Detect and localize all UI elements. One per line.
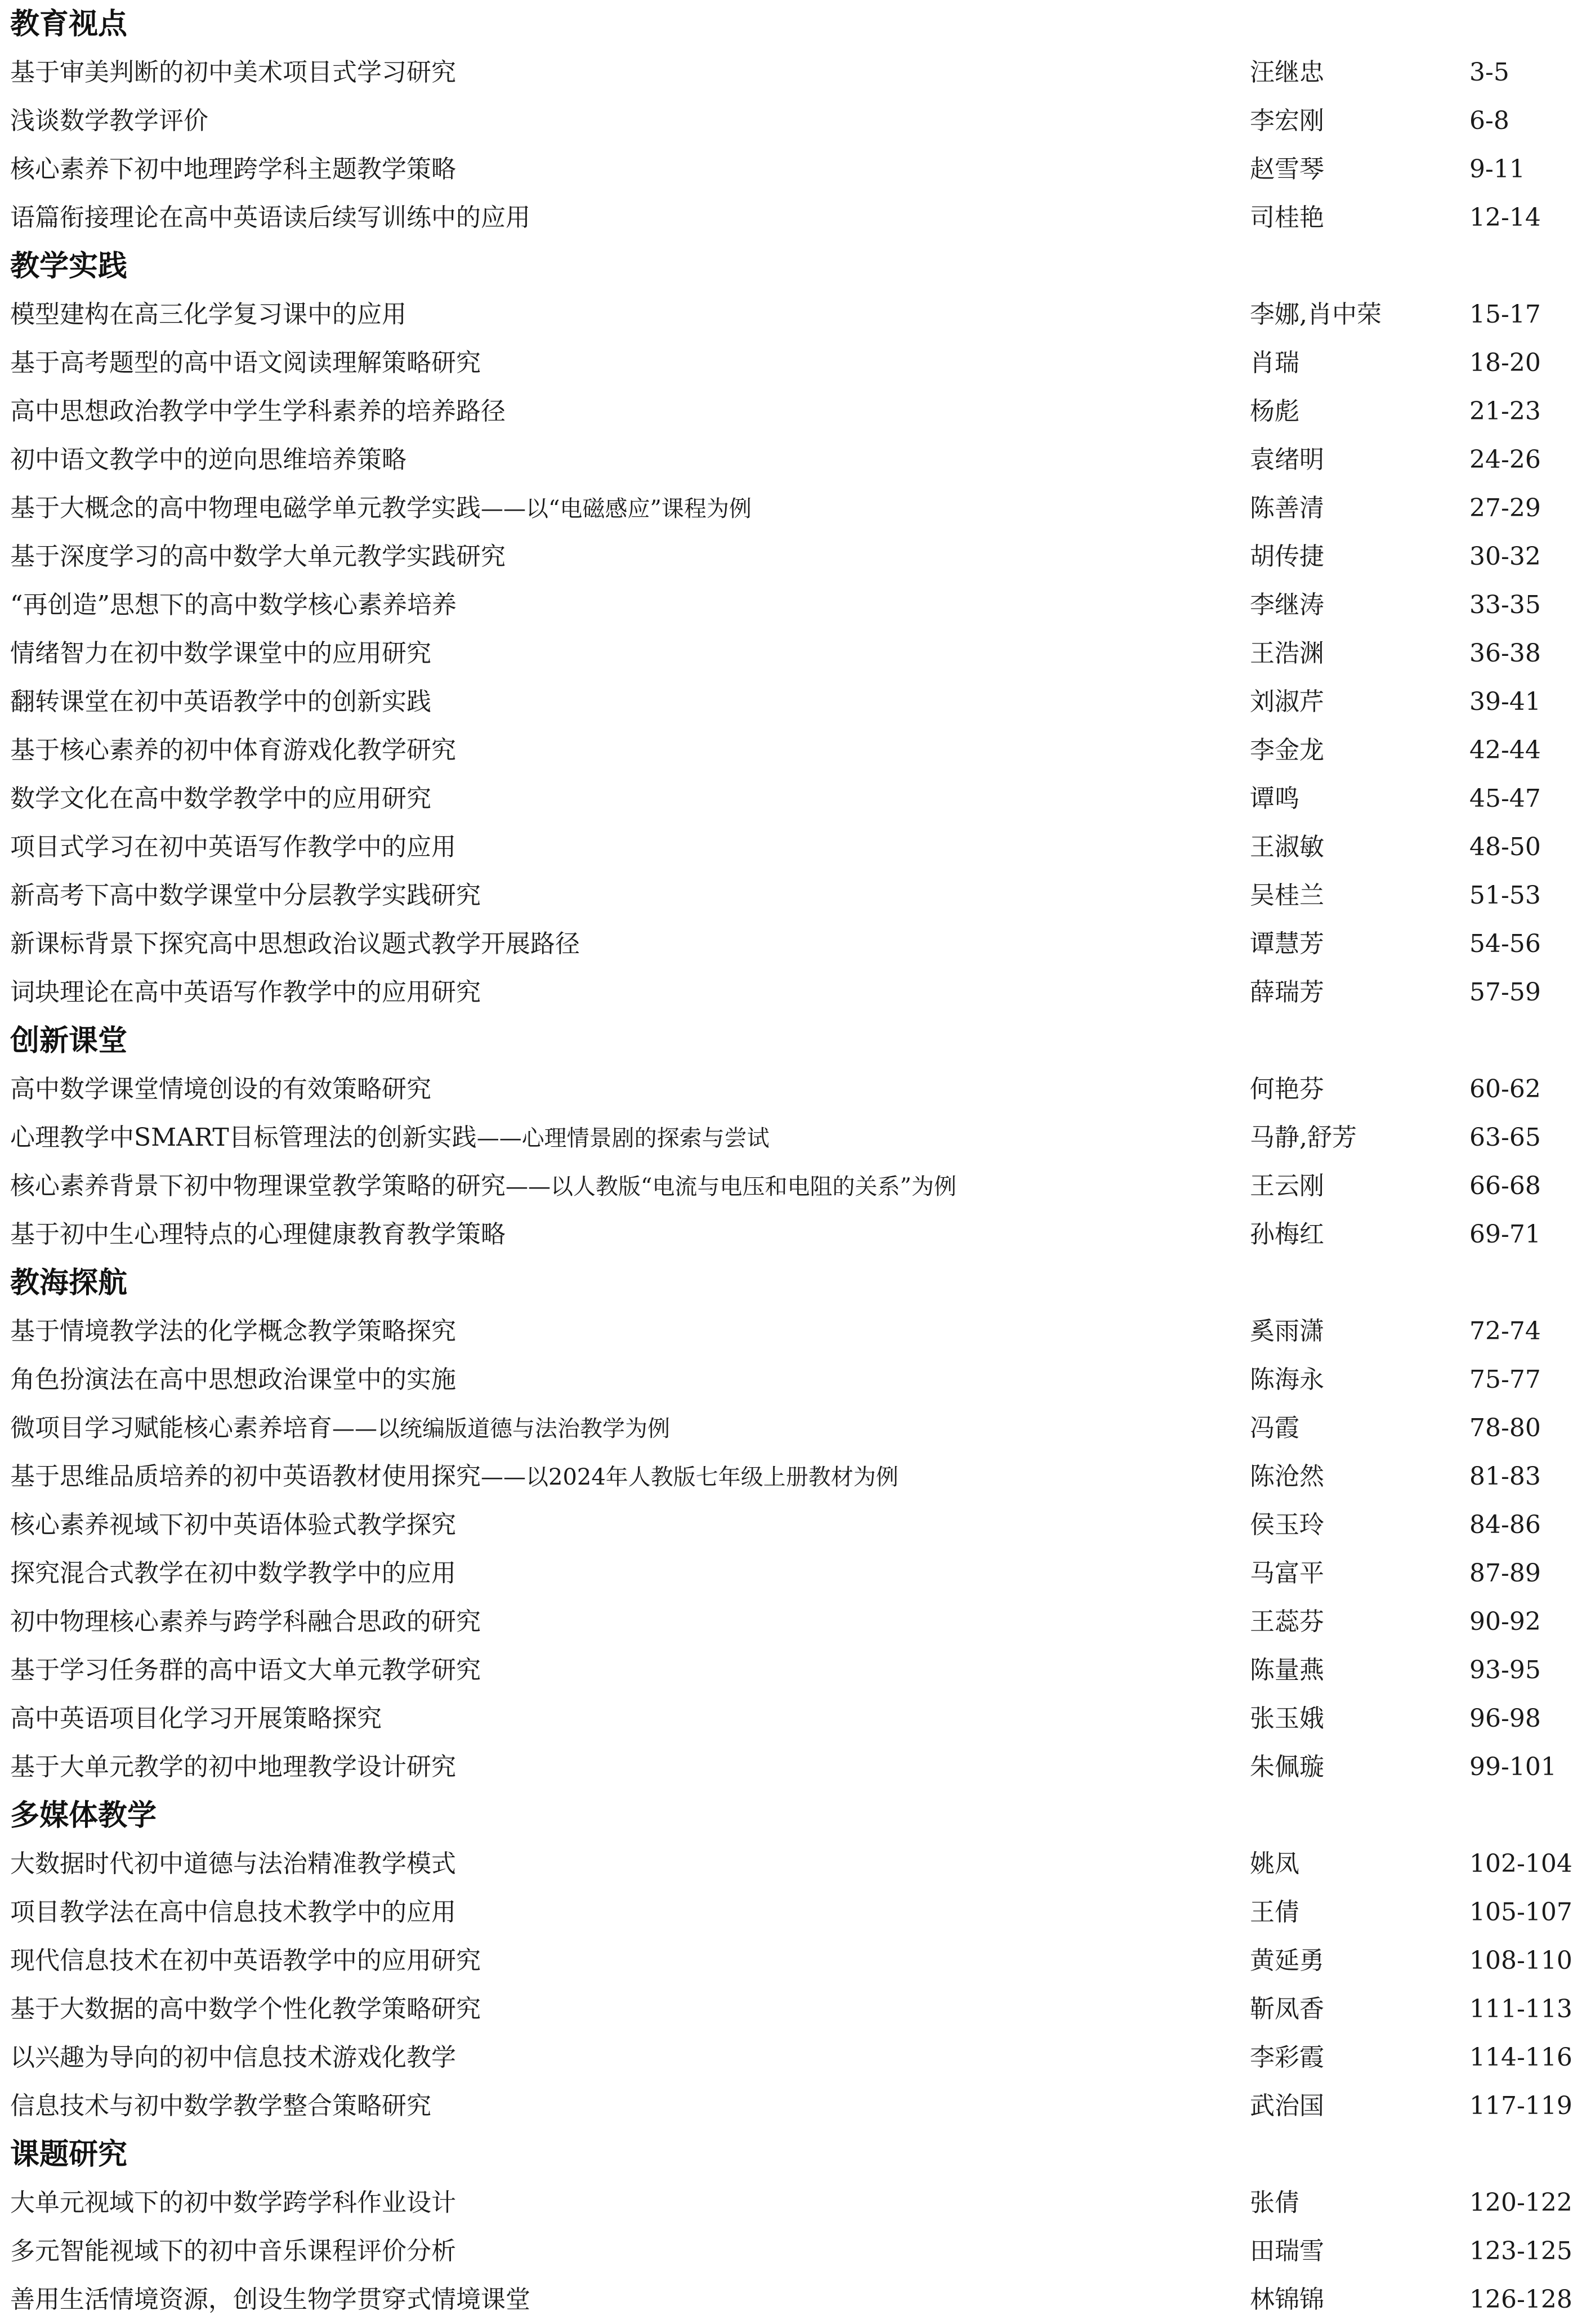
entry-title <box>10 2179 456 2227</box>
entry-title <box>10 387 506 436</box>
entry-title <box>10 872 481 920</box>
entry-title-main: 项目教学法在高中信息技术教学中的应用 <box>10 1898 456 1927</box>
entry-subtitle: ——心理情景剧的探索与尝试 <box>476 1125 770 1151</box>
entry-author: 袁绪明 <box>1250 445 1324 474</box>
entry-pages: 117-119 <box>1469 2091 1572 2120</box>
entry-author: 谭慧芳 <box>1250 929 1324 958</box>
entry-author: 王淑敏 <box>1250 833 1324 861</box>
toc-entry <box>10 678 1564 726</box>
entry-title <box>10 1985 481 2034</box>
entry-title <box>10 97 208 145</box>
entry-author: 孙梅红 <box>1250 1220 1324 1249</box>
entry-title-main: “再创造”思想下的高中数学核心素养培养 <box>10 591 457 619</box>
toc-entry <box>10 145 1564 194</box>
entry-title <box>10 1598 481 1646</box>
entry-pages: 81-83 <box>1469 1462 1541 1491</box>
entry-pages: 123-125 <box>1469 2237 1572 2265</box>
entry-author: 朱佩璇 <box>1250 1753 1324 1781</box>
entry-title-main: 语篇衔接理论在高中英语读后续写训练中的应用 <box>10 203 530 232</box>
entry-title-main: 基于思维品质培养的初中英语教材使用探究 <box>10 1462 481 1491</box>
toc-entry <box>10 48 1564 97</box>
entry-pages: 63-65 <box>1469 1123 1541 1152</box>
entry-pages: 66-68 <box>1469 1172 1541 1200</box>
toc-entry <box>10 436 1564 484</box>
entry-title <box>10 1888 456 1937</box>
toc-section <box>10 1259 1564 1791</box>
entry-author: 林锦锦 <box>1250 2285 1324 2314</box>
entry-pages: 27-29 <box>1469 494 1541 522</box>
entry-author: 王云刚 <box>1250 1172 1324 1200</box>
toc-entry <box>10 194 1564 242</box>
toc-entry <box>10 1114 1564 1162</box>
entry-pages: 120-122 <box>1469 2188 1572 2217</box>
entry-title <box>10 436 406 484</box>
entry-title <box>10 2034 456 2082</box>
toc-entry <box>10 726 1564 775</box>
toc-entry <box>10 1501 1564 1549</box>
entry-title <box>10 1937 481 1985</box>
entry-title <box>10 533 506 581</box>
section-heading: 课题研究 <box>10 2138 128 2171</box>
toc-entry <box>10 1743 1564 1791</box>
toc-entry <box>10 775 1564 823</box>
entry-pages: 78-80 <box>1469 1414 1541 1442</box>
toc-entry <box>10 1452 1564 1501</box>
toc-entry <box>10 920 1564 968</box>
entry-title <box>10 2276 530 2324</box>
entry-author: 王倩 <box>1250 1898 1299 1927</box>
entry-title <box>10 1646 481 1695</box>
entry-title-main: 新课标背景下探究高中思想政治议题式教学开展路径 <box>10 929 580 958</box>
entry-title <box>10 145 456 194</box>
entry-title <box>10 1743 456 1791</box>
entry-title-main: 基于大单元教学的初中地理教学设计研究 <box>10 1753 456 1781</box>
section-heading: 创新课堂 <box>10 1024 128 1058</box>
entry-pages: 42-44 <box>1469 736 1541 765</box>
entry-author: 张倩 <box>1250 2188 1299 2217</box>
entry-pages: 84-86 <box>1469 1510 1541 1539</box>
entry-author: 张玉娥 <box>1250 1704 1324 1733</box>
entry-author: 侯玉玲 <box>1250 1510 1324 1539</box>
entry-subtitle: ——以统编版道德与法治教学为例 <box>332 1416 670 1442</box>
entry-title-main: 初中语文教学中的逆向思维培养策略 <box>10 445 406 474</box>
entry-title-main: 翻转课堂在初中英语教学中的创新实践 <box>10 687 431 716</box>
entry-author: 武治国 <box>1250 2091 1324 2120</box>
entry-pages: 72-74 <box>1469 1317 1541 1346</box>
entry-subtitle: ——以“电磁感应”课程为例 <box>481 496 752 522</box>
entry-pages: 90-92 <box>1469 1607 1541 1636</box>
entry-pages: 111-113 <box>1469 1995 1572 2023</box>
entry-pages: 93-95 <box>1469 1656 1541 1684</box>
entry-title <box>10 1114 770 1163</box>
entry-pages: 24-26 <box>1469 445 1541 474</box>
toc-entry <box>10 1356 1564 1404</box>
entry-pages: 45-47 <box>1469 784 1541 813</box>
entry-author: 田瑞雪 <box>1250 2237 1324 2265</box>
entry-title-main: 基于高考题型的高中语文阅读理解策略研究 <box>10 348 481 377</box>
entry-author: 谭鸣 <box>1250 784 1299 813</box>
entry-title-main: 项目式学习在初中英语写作教学中的应用 <box>10 833 456 861</box>
entry-pages: 126-128 <box>1469 2285 1572 2314</box>
section-heading: 教学实践 <box>10 249 128 283</box>
entry-author: 刘淑芹 <box>1250 687 1324 716</box>
entry-author: 薛瑞芳 <box>1250 978 1324 1007</box>
entry-pages: 108-110 <box>1469 1946 1572 1975</box>
entry-title-main: 浅谈数学教学评价 <box>10 106 208 135</box>
entry-author: 奚雨潇 <box>1250 1317 1324 1346</box>
entry-pages: 96-98 <box>1469 1704 1541 1733</box>
entry-author: 李娜,肖中荣 <box>1250 300 1382 329</box>
entry-title <box>10 968 481 1017</box>
entry-pages: 39-41 <box>1469 687 1541 716</box>
entry-title-main: 模型建构在高三化学复习课中的应用 <box>10 300 406 329</box>
toc-entry <box>10 581 1564 629</box>
entry-pages: 54-56 <box>1469 929 1541 958</box>
toc-entry <box>10 1937 1572 1985</box>
entry-title-main: 多元智能视域下的初中音乐课程评价分析 <box>10 2237 456 2265</box>
toc-entry <box>10 1404 1564 1452</box>
entry-title-main: 基于情境教学法的化学概念教学策略探究 <box>10 1317 456 1346</box>
entry-pages: 99-101 <box>1469 1753 1557 1781</box>
section-heading: 教育视点 <box>10 7 128 41</box>
entry-author: 胡传捷 <box>1250 542 1324 571</box>
entry-pages: 33-35 <box>1469 591 1541 619</box>
entry-title-main: 高中英语项目化学习开展策略探究 <box>10 1704 382 1733</box>
entry-author: 吴桂兰 <box>1250 881 1324 910</box>
entry-author: 冯霞 <box>1250 1414 1299 1442</box>
entry-title <box>10 629 431 678</box>
entry-title-main: 数学文化在高中数学教学中的应用研究 <box>10 784 431 813</box>
entry-title-main: 基于审美判断的初中美术项目式学习研究 <box>10 58 456 87</box>
entry-title <box>10 1549 456 1598</box>
entry-title <box>10 1065 431 1114</box>
entry-title <box>10 1404 670 1453</box>
entry-author: 肖瑞 <box>1250 348 1299 377</box>
toc-entry <box>10 290 1564 339</box>
entry-title <box>10 1356 456 1404</box>
entry-title <box>10 581 457 629</box>
toc-entry <box>10 1646 1564 1695</box>
section-heading: 多媒体教学 <box>10 1799 157 1833</box>
toc-entry <box>10 629 1564 678</box>
entry-title <box>10 1210 506 1259</box>
entry-title-main: 情绪智力在初中数学课堂中的应用研究 <box>10 639 431 668</box>
toc-entry <box>10 1695 1564 1743</box>
toc-section <box>10 0 1564 242</box>
entry-title <box>10 1695 382 1743</box>
toc-entry <box>10 1549 1564 1598</box>
entry-author: 汪继忠 <box>1250 58 1324 87</box>
entry-title-main: 探究混合式教学在初中数学教学中的应用 <box>10 1559 456 1588</box>
entry-title <box>10 1162 957 1211</box>
toc-section <box>10 2130 1572 2324</box>
toc-section <box>10 242 1564 1017</box>
entry-pages: 9-11 <box>1469 155 1525 184</box>
entry-pages: 75-77 <box>1469 1365 1541 1394</box>
entry-title <box>10 726 456 775</box>
entry-pages: 21-23 <box>1469 397 1541 426</box>
entry-author: 陈沧然 <box>1250 1462 1324 1491</box>
entry-author: 李继涛 <box>1250 591 1324 619</box>
toc-entry <box>10 2082 1572 2130</box>
entry-author: 杨彪 <box>1250 397 1299 426</box>
entry-title-main: 以兴趣为导向的初中信息技术游戏化教学 <box>10 2043 456 2072</box>
entry-subtitle: ——以人教版“电流与电压和电阻的关系”为例 <box>506 1174 957 1200</box>
entry-author: 陈量燕 <box>1250 1656 1324 1684</box>
entry-title <box>10 775 431 823</box>
entry-title-main: 大数据时代初中道德与法治精准教学模式 <box>10 1849 456 1878</box>
entry-title <box>10 920 580 968</box>
toc-entry <box>10 387 1564 436</box>
toc-entry <box>10 1840 1572 1888</box>
entry-title-main: 新高考下高中数学课堂中分层教学实践研究 <box>10 881 481 910</box>
entry-title <box>10 678 431 726</box>
entry-author: 李彩霞 <box>1250 2043 1324 2072</box>
entry-author: 陈善清 <box>1250 494 1324 522</box>
entry-title-main: 基于深度学习的高中数学大单元教学实践研究 <box>10 542 506 571</box>
entry-pages: 6-8 <box>1469 106 1509 135</box>
entry-pages: 87-89 <box>1469 1559 1541 1588</box>
entry-title <box>10 1307 456 1356</box>
entry-pages: 105-107 <box>1469 1898 1572 1927</box>
entry-author: 马静,舒芳 <box>1250 1123 1357 1152</box>
entry-pages: 12-14 <box>1469 203 1541 232</box>
entry-title-main: 初中物理核心素养与跨学科融合思政的研究 <box>10 1607 481 1636</box>
entry-author: 靳凤香 <box>1250 1995 1324 2023</box>
entry-pages: 51-53 <box>1469 881 1541 910</box>
toc-entry <box>10 1065 1564 1114</box>
entry-title-main: 大单元视域下的初中数学跨学科作业设计 <box>10 2188 456 2217</box>
toc-entry <box>10 2179 1572 2227</box>
toc-entry <box>10 872 1564 920</box>
entry-title-main: 现代信息技术在初中英语教学中的应用研究 <box>10 1946 481 1975</box>
toc-entry <box>10 484 1564 533</box>
section-heading: 教海探航 <box>10 1266 128 1300</box>
toc-entry <box>10 1162 1564 1210</box>
entry-title-main: 基于大数据的高中数学个性化教学策略研究 <box>10 1995 481 2023</box>
entry-title <box>10 2082 431 2130</box>
entry-pages: 36-38 <box>1469 639 1541 668</box>
toc-entry <box>10 1888 1572 1937</box>
toc-entry <box>10 1985 1572 2034</box>
entry-title-main: 高中思想政治教学中学生学科素养的培养路径 <box>10 397 506 426</box>
entry-title <box>10 194 530 242</box>
entry-author: 何艳芬 <box>1250 1075 1324 1103</box>
entry-title-main: 基于大概念的高中物理电磁学单元教学实践 <box>10 494 481 522</box>
entry-pages: 30-32 <box>1469 542 1541 571</box>
entry-title-main: 基于学习任务群的高中语文大单元教学研究 <box>10 1656 481 1684</box>
entry-title-main: 高中数学课堂情境创设的有效策略研究 <box>10 1075 431 1103</box>
entry-title-main: 基于初中生心理特点的心理健康教育教学策略 <box>10 1220 506 1249</box>
entry-title-main: 核心素养视域下初中英语体验式教学探究 <box>10 1510 456 1539</box>
toc-entry <box>10 1210 1564 1259</box>
entry-title <box>10 2227 456 2276</box>
entry-title-main: 信息技术与初中数学教学整合策略研究 <box>10 2091 431 2120</box>
entry-pages: 18-20 <box>1469 348 1541 377</box>
entry-author: 马富平 <box>1250 1559 1324 1588</box>
entry-title <box>10 1501 456 1549</box>
entry-title <box>10 1840 456 1888</box>
toc-entry <box>10 968 1564 1017</box>
toc-entry <box>10 97 1564 145</box>
entry-pages: 60-62 <box>1469 1075 1541 1103</box>
entry-pages: 3-5 <box>1469 58 1509 87</box>
toc-entry <box>10 823 1564 872</box>
entry-author: 李金龙 <box>1250 736 1324 765</box>
entry-title-main: 微项目学习赋能核心素养培育 <box>10 1414 332 1442</box>
entry-title-main: 心理教学中SMART目标管理法的创新实践 <box>10 1123 477 1152</box>
entry-title-main: 基于核心素养的初中体育游戏化教学研究 <box>10 736 456 765</box>
toc-section <box>10 1017 1564 1259</box>
entry-pages: 57-59 <box>1469 978 1541 1007</box>
entry-title <box>10 290 406 339</box>
entry-pages: 114-116 <box>1469 2043 1572 2072</box>
entry-author: 黄延勇 <box>1250 1946 1324 1975</box>
entry-pages: 48-50 <box>1469 833 1541 861</box>
entry-title-main: 词块理论在高中英语写作教学中的应用研究 <box>10 978 481 1007</box>
toc-entry <box>10 2034 1572 2082</box>
entry-title <box>10 339 481 387</box>
toc-entry <box>10 1307 1564 1356</box>
entry-title-main: 核心素养下初中地理跨学科主题教学策略 <box>10 155 456 184</box>
entry-pages: 15-17 <box>1469 300 1541 329</box>
entry-author: 赵雪琴 <box>1250 155 1324 184</box>
toc-entry <box>10 533 1564 581</box>
entry-author: 姚凤 <box>1250 1849 1299 1878</box>
entry-title-main: 善用生活情境资源，创设生物学贯穿式情境课堂 <box>10 2285 530 2314</box>
entry-author: 王蕊芬 <box>1250 1607 1324 1636</box>
entry-title <box>10 1452 899 1501</box>
entry-title-main: 角色扮演法在高中思想政治课堂中的实施 <box>10 1365 456 1394</box>
toc-entry <box>10 339 1564 387</box>
entry-author: 司桂艳 <box>1250 203 1324 232</box>
entry-title <box>10 823 456 872</box>
entry-title <box>10 484 752 533</box>
entry-pages: 102-104 <box>1469 1849 1572 1878</box>
table-of-contents <box>10 0 1572 2324</box>
toc-entry <box>10 1598 1564 1646</box>
entry-subtitle: ——以2024年人教版七年级上册教材为例 <box>481 1464 899 1490</box>
entry-author: 王浩渊 <box>1250 639 1324 668</box>
toc-section <box>10 1791 1572 2130</box>
entry-author: 陈海永 <box>1250 1365 1324 1394</box>
entry-title-main: 核心素养背景下初中物理课堂教学策略的研究 <box>10 1172 506 1200</box>
entry-pages: 69-71 <box>1469 1220 1541 1249</box>
toc-entry <box>10 2227 1572 2276</box>
toc-entry <box>10 2276 1572 2324</box>
entry-author: 李宏刚 <box>1250 106 1324 135</box>
entry-title <box>10 48 456 97</box>
